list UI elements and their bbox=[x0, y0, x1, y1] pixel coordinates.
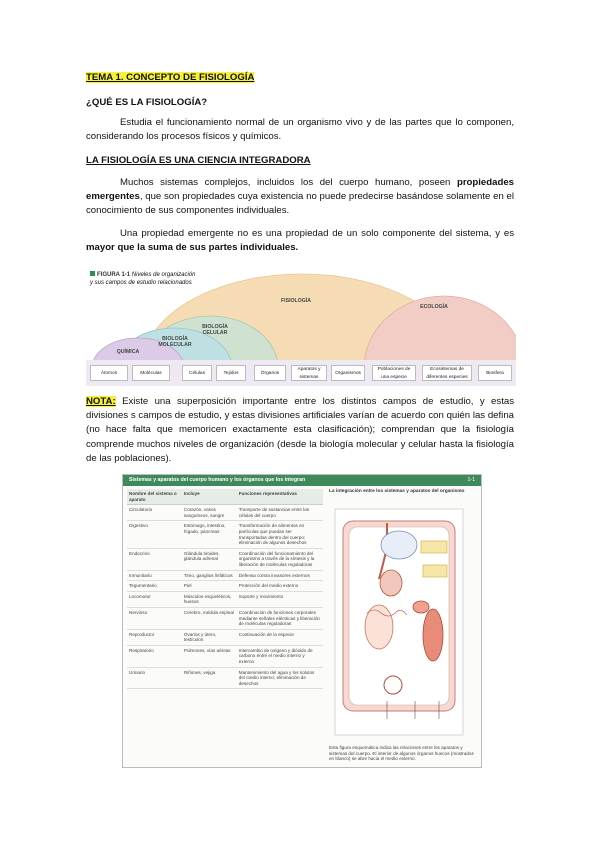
function-cell: Defensa contra invasores externos bbox=[237, 570, 323, 581]
level-ecosistemas: Ecosistemas de diferentes especies bbox=[422, 365, 472, 381]
function-cell: Intercambio de oxígeno y dióxido de carbono entre el medio interno y externo bbox=[237, 645, 323, 667]
table-row bbox=[127, 505, 323, 521]
includes-cell: Timo, ganglios linfáticos bbox=[182, 570, 237, 581]
system-name-cell: Reproductor bbox=[127, 629, 182, 645]
question-heading: ¿QUÉ ES LA FISIOLOGÍA? bbox=[86, 97, 208, 108]
col-incluye: Incluye bbox=[182, 489, 237, 505]
table-row bbox=[127, 607, 323, 629]
table-row bbox=[127, 629, 323, 645]
emergent-property-paragraph: Una propiedad emergente no es una propiedad de un solo componente del sistema, y es mayor que la suma de sus partes individuales. bbox=[86, 228, 514, 254]
system-name-cell: Urinario bbox=[127, 667, 182, 689]
table-row bbox=[127, 591, 323, 607]
includes-cell: Ovarios y útero, testículos bbox=[182, 629, 237, 645]
function-cell: Continuación de la especie bbox=[237, 629, 323, 645]
biologia-celular-label: BIOLOGÍA CELULAR bbox=[202, 324, 228, 336]
systems-table-title: Sistemas y aparatos del cuerpo humano y los órganos que los integran 1-1 bbox=[123, 475, 481, 486]
definition-paragraph: Estudia el funcionamiento normal de un organismo vivo y de las partes que lo componen, considerando los procesos físicos y químicos. bbox=[86, 117, 514, 143]
table-row bbox=[127, 667, 323, 689]
topic-heading: TEMA 1. CONCEPTO DE FISIOLOGÍA bbox=[86, 72, 255, 83]
emergent-properties-paragraph: Muchos sistemas complejos, incluidos los del cuerpo humano, poseen propiedades emergentes, que son propiedades cuya existencia no puede predecirse basándose solamente en el conocimiento de sus componentes individuales. bbox=[86, 177, 514, 217]
table-row bbox=[127, 645, 323, 667]
levels-of-organization-figure bbox=[86, 268, 516, 386]
nota-paragraph: NOTA: Existe una superposición importante entre los distintos campos de estudio, y estas divisiones s campos de estudio, y estas divisiones artificiales varían de acuerdo con quién las defina (no hace falta que memoricen exactamente esta clasificación); comprendan que la fisiología comprende muchos niveles de organización (desde la biología molecular y celular hasta la fisiología de las poblaciones). bbox=[86, 396, 514, 464]
system-name-cell: Locomotor bbox=[127, 591, 182, 607]
biologia-molecular-label: BIOLOGÍA MOLECULAR bbox=[158, 336, 192, 348]
function-cell: Mantenimiento del agua y los solutos del medio interno; eliminación de desechos bbox=[237, 667, 323, 689]
includes-cell: Riñones, vejiga bbox=[182, 667, 237, 689]
system-name-cell: Inmunitario bbox=[127, 570, 182, 581]
level-tejidos: Tejidos bbox=[216, 365, 246, 381]
level-poblaciones: Poblaciones de una especie bbox=[372, 365, 416, 381]
body-systems-figure bbox=[122, 474, 482, 768]
quimica-label: QUÍMICA bbox=[116, 349, 140, 355]
function-cell: Transformación de alimentos en partículas que puedan ser transportadas dentro del cuerpo; eliminación de algunos desechos bbox=[237, 521, 323, 548]
includes-cell: Músculos esqueléticos, huesos bbox=[182, 591, 237, 607]
integrative-science-heading: LA FISIOLOGÍA ES UNA CIENCIA INTEGRADORA bbox=[86, 155, 311, 166]
system-name-cell: Tegumentario bbox=[127, 581, 182, 592]
table-row bbox=[127, 521, 323, 548]
system-name-cell: Nervioso bbox=[127, 607, 182, 629]
function-cell: Protección del medio externo bbox=[237, 581, 323, 592]
table-row bbox=[127, 570, 323, 581]
system-name-cell: Respiratorio bbox=[127, 645, 182, 667]
table-row bbox=[127, 581, 323, 592]
function-cell: Soporte y movimiento bbox=[237, 591, 323, 607]
level-organos: Órganos bbox=[254, 365, 286, 381]
includes-cell: Piel bbox=[182, 581, 237, 592]
includes-cell: Cerebro, médula espinal bbox=[182, 607, 237, 629]
level-organismos: Organismos bbox=[331, 365, 365, 381]
includes-cell: Pulmones, vías aéreas bbox=[182, 645, 237, 667]
function-cell: Transporte de sustancias entre las células del cuerpo bbox=[237, 505, 323, 521]
system-name-cell: Endocrino bbox=[127, 548, 182, 570]
integration-diagram: La integración entre los sistemas y aparatos del organismo Esta figura esquemática indica las relaciones entre los aparatos y sistemas del cuerpo. El interior de algunos órganos huecos (mostrados en blanco) se abre hacia el medio externo. bbox=[329, 489, 477, 495]
function-cell: Coordinación del funcionamiento del organismo a través de la síntesis y la liberación de moléculas reguladoras bbox=[237, 548, 323, 570]
fisiologia-label: FISIOLOGÍA bbox=[281, 298, 311, 304]
col-sistema: Nombre del sistema o aparato bbox=[127, 489, 182, 505]
level-moleculas: Moléculas bbox=[132, 365, 170, 381]
figure1-caption: FIGURA 1-1 Niveles de organización y sus campos de estudio relacionados bbox=[90, 272, 196, 286]
system-name-cell: Digestivo bbox=[127, 521, 182, 548]
level-aparatos: Aparatos y sistemas bbox=[291, 365, 327, 381]
includes-cell: Corazón, vasos sanguíneos, sangre bbox=[182, 505, 237, 521]
ecologia-label: ECOLOGÍA bbox=[420, 304, 448, 310]
systems-table bbox=[127, 489, 323, 689]
function-cell: Coordinación de funciones corporales mediante señales eléctricas y liberación de moléculas reguladoras bbox=[237, 607, 323, 629]
system-name-cell: Circulatorio bbox=[127, 505, 182, 521]
includes-cell: Estómago, intestino, hígado, páncreas bbox=[182, 521, 237, 548]
level-celulas: Células bbox=[182, 365, 212, 381]
table-row bbox=[127, 548, 323, 570]
body-schematic-svg bbox=[329, 505, 477, 737]
level-atomos: Átomos bbox=[90, 365, 128, 381]
includes-cell: Glándula tiroides, glándula adrenal bbox=[182, 548, 237, 570]
level-biosfera: Biosfera bbox=[478, 365, 512, 381]
col-funciones: Funciones representativas bbox=[237, 489, 323, 505]
